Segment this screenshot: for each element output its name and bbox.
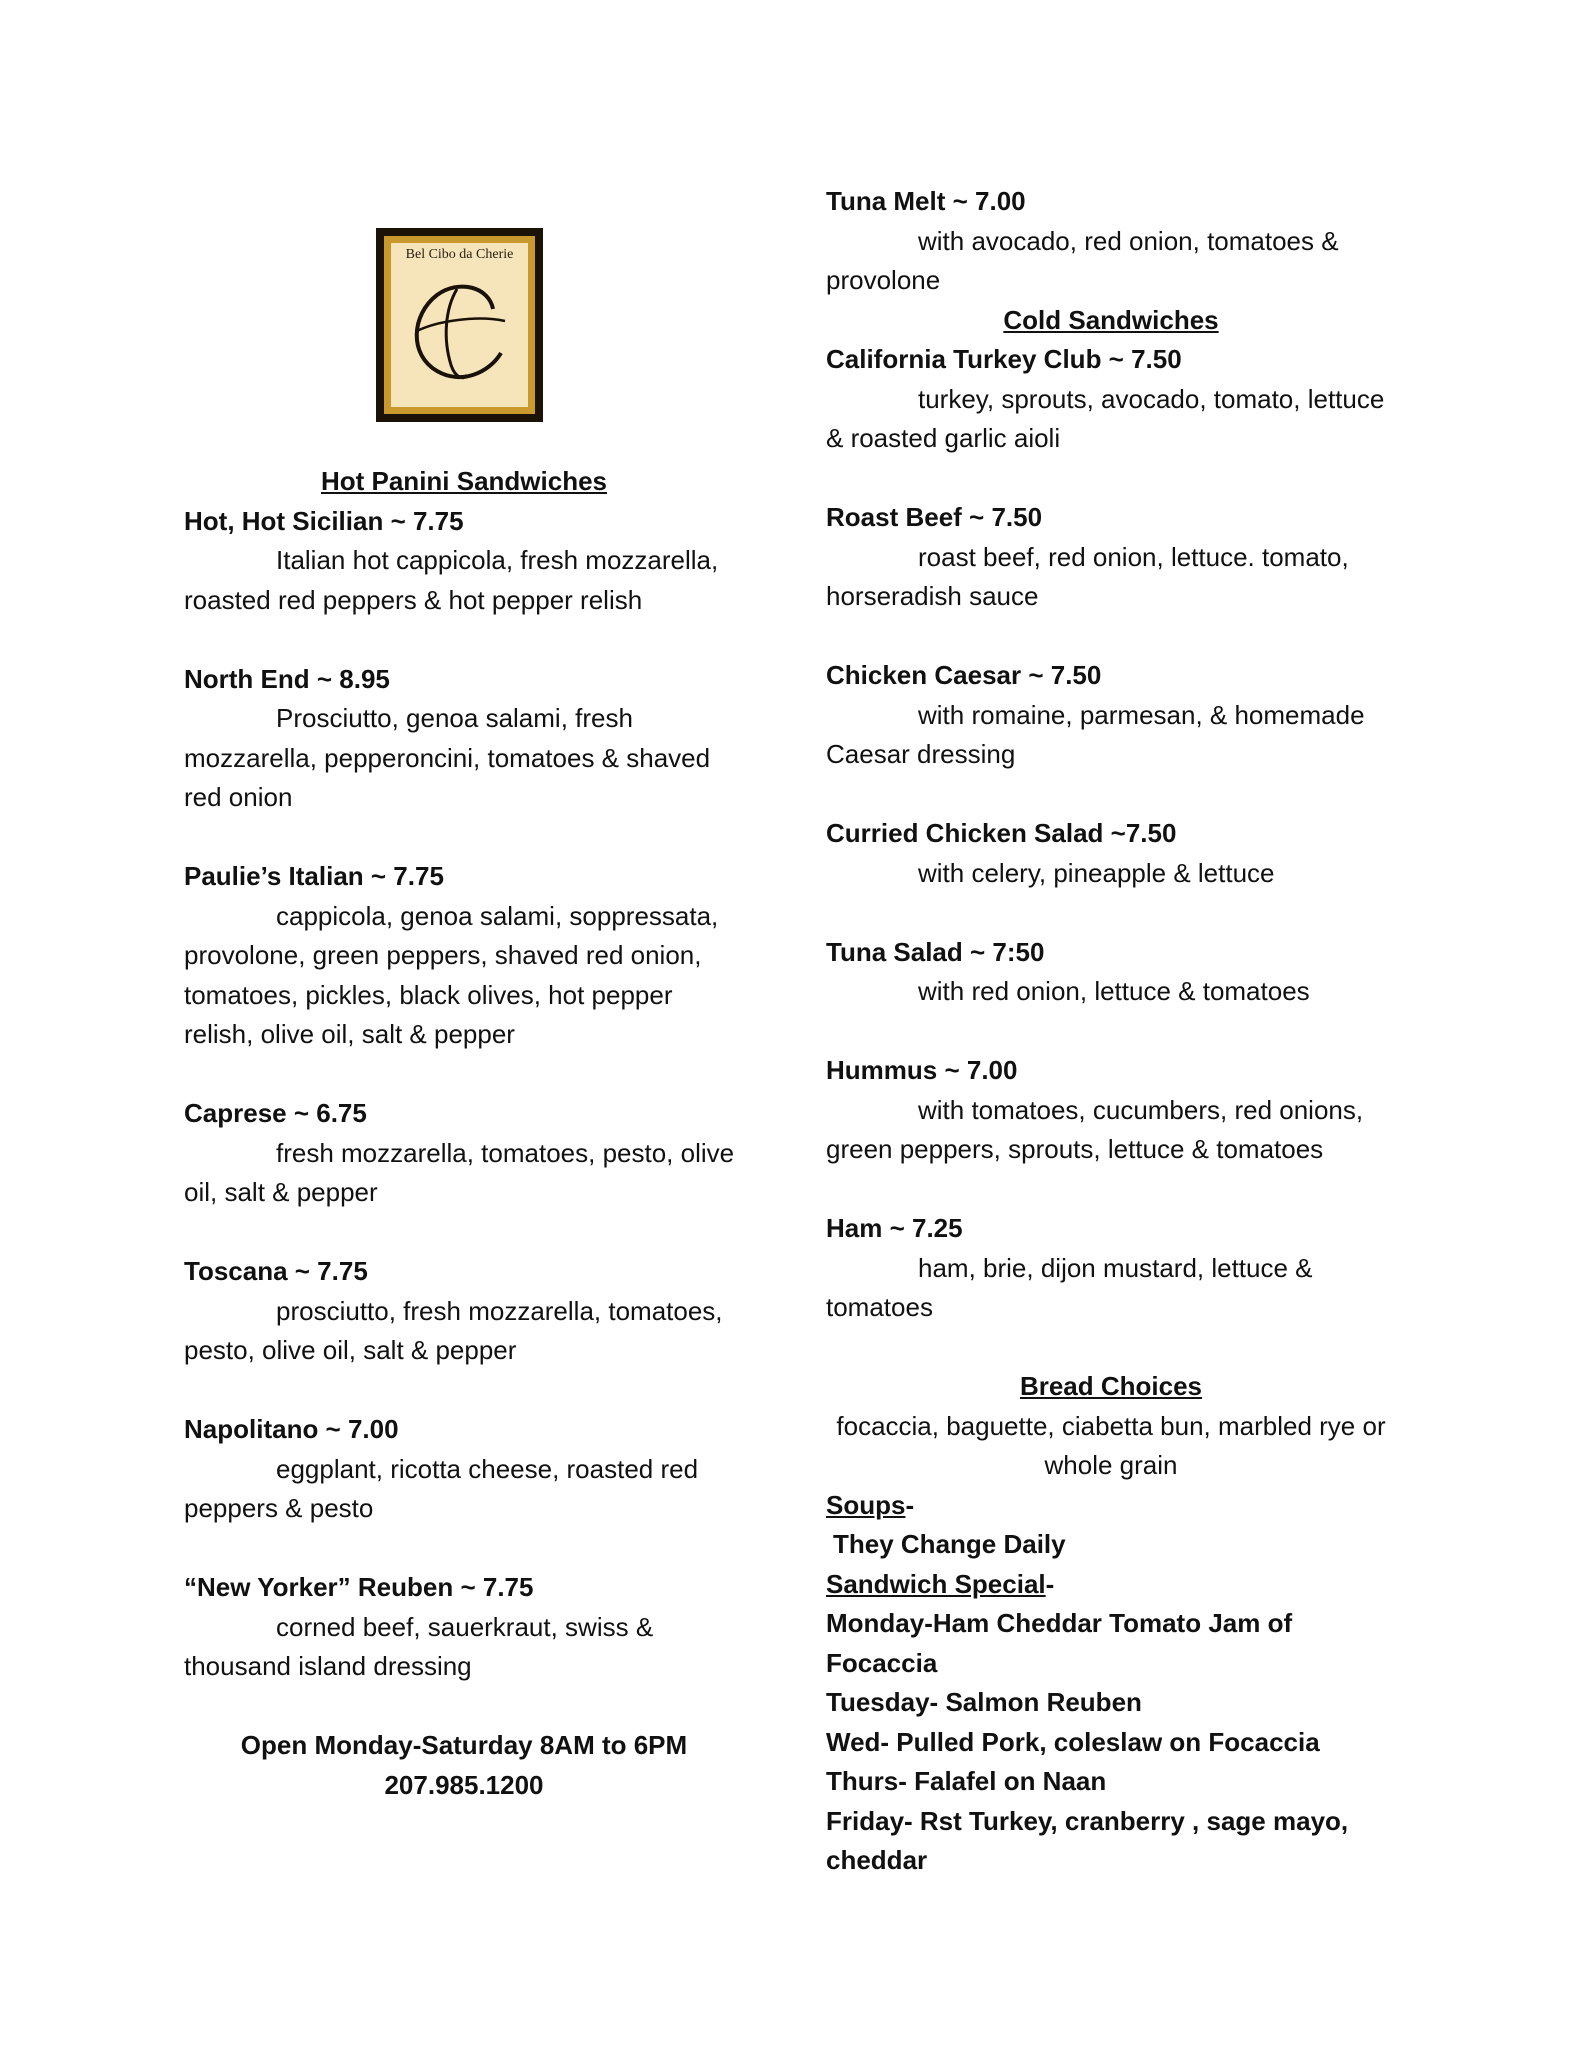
bread-choices-heading: Bread Choices [1019,1371,1203,1401]
menu-item [826,182,1396,301]
menu-item [184,857,744,1055]
item-title: Ham ~ 7.25 [826,1213,963,1243]
special-day: Thurs- Falafel on Naan [826,1766,1107,1796]
item-desc: corned beef, sauerkraut, swiss & thousand island dressing [184,1611,654,1681]
item-title: Chicken Caesar ~ 7.50 [826,660,1102,690]
hours-line: Open Monday-Saturday 8AM to 6PM [240,1730,688,1760]
item-title: Roast Beef ~ 7.50 [826,502,1043,532]
item-desc: with celery, pineapple & lettuce [918,857,1275,888]
right-column [826,182,1396,1881]
item-desc: with red onion, lettuce & tomatoes [918,976,1310,1006]
special-label: Sandwich Special [826,1568,1046,1599]
menu-item [184,1252,744,1371]
menu-item [826,1051,1396,1170]
item-desc: roast beef, red onion, lettuce. tomato, horseradish sauce [826,541,1349,611]
bread-choices-line: whole grain [1044,1450,1178,1480]
menu-item [184,1094,744,1213]
item-title: Hot, Hot Sicilian ~ 7.75 [184,505,464,536]
item-desc: with tomatoes, cucumbers, red onions, green peppers, sprouts, lettuce & tomatoes [826,1094,1364,1164]
bread-choices-line: focaccia, baguette, ciabetta bun, marbled rye or [836,1410,1386,1441]
special-day: Tuesday- Salmon Reuben [826,1687,1142,1717]
special-label-row [826,1565,1396,1605]
item-desc: turkey, sprouts, avocado, tomato, lettuce & roasted garlic aioli [826,383,1385,453]
soups-label: Soups [826,1489,906,1520]
logo-c-monogram [397,269,525,389]
item-desc: with romaine, parmesan, & homemade Caesar dressing [826,699,1365,769]
special-day: Monday-Ham Cheddar Tomato Jam of Focaccia [826,1608,1293,1678]
item-title: Toscana ~ 7.75 [184,1256,368,1286]
logo-text: Bel Cibo da Cherie [405,247,514,262]
item-title: Tuna Salad ~ 7:50 [826,936,1045,967]
item-desc: Italian hot cappicola, fresh mozzarella, roasted red peppers & hot pepper relish [184,545,719,615]
item-title: Paulie’s Italian ~ 7.75 [184,861,444,891]
menu-item [826,656,1396,775]
item-title: Hummus ~ 7.00 [826,1055,1018,1085]
hot-panini-heading: Hot Panini Sandwiches [320,466,608,496]
item-desc: prosciutto, fresh mozzarella, tomatoes, pesto, olive oil, salt & pepper [184,1295,723,1365]
menu-item [826,933,1396,1012]
cold-sandwiches-heading: Cold Sandwiches [1003,304,1219,335]
menu-item [184,1568,744,1687]
item-desc: with avocado, red onion, tomatoes & provolone [826,225,1339,295]
item-title: California Turkey Club ~ 7.50 [826,344,1182,374]
menu-item [184,502,744,621]
special-suffix: - [1045,1568,1055,1599]
item-title: Caprese ~ 6.75 [184,1098,367,1128]
item-desc: fresh mozzarella, tomatoes, pesto, olive oil, salt & pepper [184,1137,735,1207]
menu-item [184,660,744,818]
menu-item [826,1209,1396,1328]
special-day: Wed- Pulled Pork, coleslaw on Focaccia [826,1726,1320,1757]
logo [376,228,543,422]
left-column [184,462,744,1805]
menu-item [184,1410,744,1529]
menu-item [826,498,1396,617]
soups-text: They Change Daily [833,1529,1066,1559]
menu-item [826,340,1396,459]
item-desc: cappicola, genoa salami, soppressata, provolone, green peppers, shaved red onion, tomatoes, pickles, black olives, hot pepper relish, olive oil, salt & pepper [184,900,719,1049]
item-title: “New Yorker” Reuben ~ 7.75 [184,1572,534,1602]
item-title: Napolitano ~ 7.00 [184,1414,399,1444]
item-desc: ham, brie, dijon mustard, lettuce & tomatoes [826,1252,1313,1322]
item-title: North End ~ 8.95 [184,663,390,694]
item-desc: eggplant, ricotta cheese, roasted red peppers & pesto [184,1453,699,1523]
special-day: Friday- Rst Turkey, cranberry , sage mayo, cheddar [826,1805,1349,1875]
soups-label-row [826,1486,1396,1526]
soups-suffix: - [905,1489,915,1520]
menu-item [826,814,1396,893]
phone-number: 207.985.1200 [384,1769,544,1800]
item-title: Tuna Melt ~ 7.00 [826,186,1026,216]
item-title: Curried Chicken Salad ~7.50 [826,818,1177,848]
item-desc: Prosciutto, genoa salami, fresh mozzarella, pepperoncini, tomatoes & shaved red onion [184,703,711,812]
